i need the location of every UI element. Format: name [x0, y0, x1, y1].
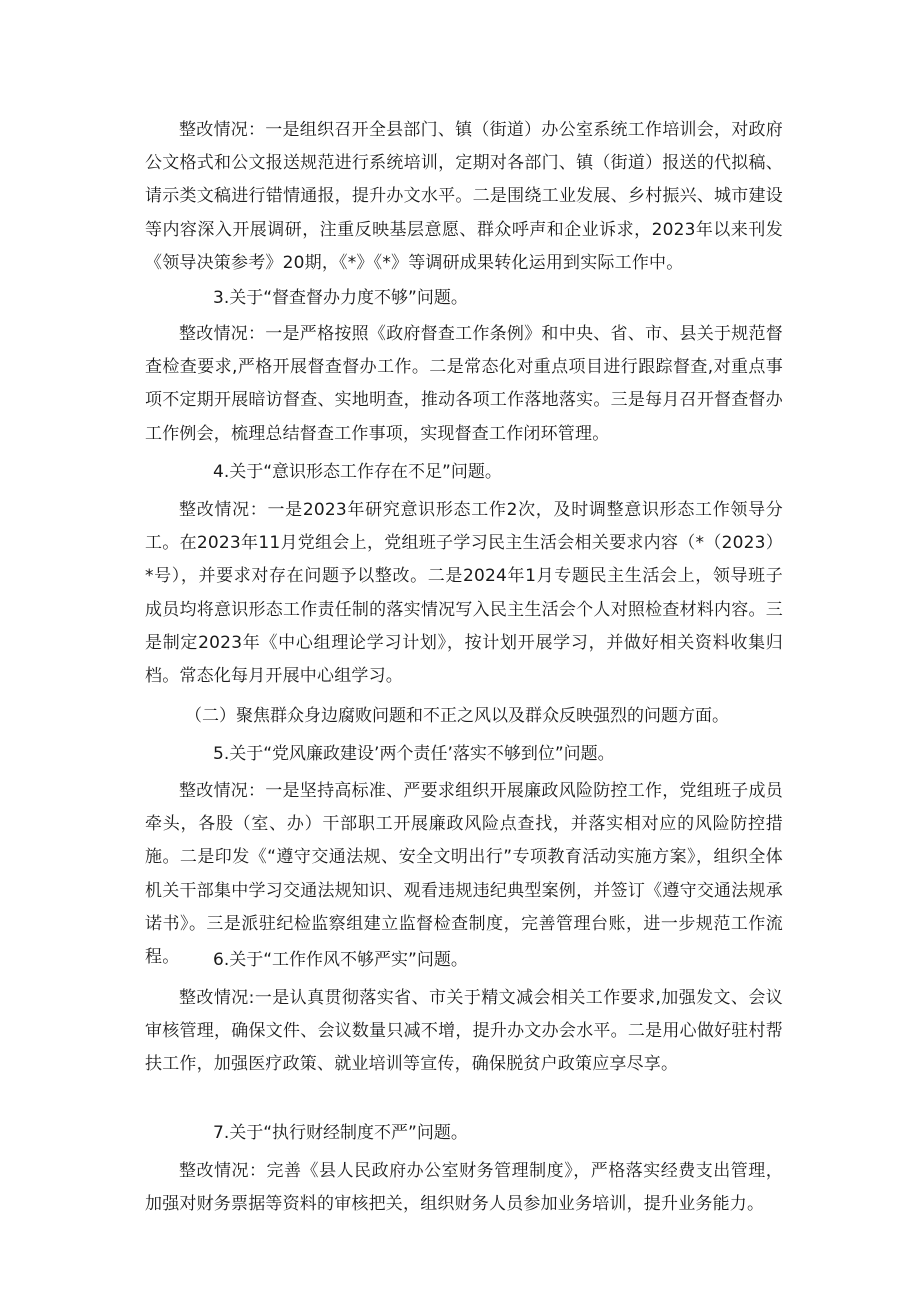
heading-text: .关于“督查督办力度不够”问题。	[223, 288, 468, 308]
paragraph-rectification-4: 整改情况：一是2023年研究意识形态工作2次，及时调整意识形态工作领导分工。在2023年11月党组会上，党组班子学习民主生活会相关要求内容（*（2023）*号），并要求对存在问题予以整改。二是2024年1月专题民主生活会上，领导班子成员均将意识形态工作责任制的落实情况写入民主生活会个人对照检查材料内容。三是制定2023年《中心组理论学习计划》，按计划开展学习，并做好相关资料收集归档。常态化每月开展中心组学习。	[145, 500, 783, 687]
paragraph-rectification-6: 整改情况:一是认真贯彻落实省、市关于精文减会相关工作要求,加强发文、会议审核管理，确保文件、会议数量只减不增，提升办文办会水平。二是用心做好驻村帮扶工作，加强医疗政策、就业培训等宣传，确保脱贫户政策应享尽享。	[145, 988, 783, 1075]
heading-text: .关于“工作作风不够严实”问题。	[223, 950, 468, 970]
heading-text: .关于“党风廉政建设’两个责任’落实不够到位”问题。	[223, 744, 615, 764]
heading-item-5	[145, 738, 783, 771]
item-number: 6	[213, 950, 224, 970]
paragraph-rectification-3: 整改情况：一是严格按照《政府督查工作条例》和中央、省、市、县关于规范督查检查要求,严格开展督查督办工作。二是常态化对重点项目进行跟踪督查,对重点事项不定期开展暗访督查、实地明查，推动各项工作落地落实。三是每月召开督查督办工作例会，梳理总结督查工作事项，实现督查工作闭环管理。	[145, 324, 783, 444]
item-number: 5	[213, 744, 224, 764]
heading-text: .关于“执行财经制度不严”问题。	[223, 1123, 468, 1143]
paragraph-rectification-5: 整改情况：一是坚持高标准、严要求组织开展廉政风险防控工作，党组班子成员牵头，各股（室、办）干部职工开展廉政风险点查找，并落实相对应的风险防控措施。二是印发《“遵守交通法规、安全文明出行”专项教育活动实施方案》，组织全体机关干部集中学习交通法规知识、观看违规违纪典型案例，并签订《遵守交通法规承诺书》。三是派驻纪检监察组建立监督检查制度，完善管理台账，进一步规范工作流程。	[145, 781, 783, 968]
section-heading-2: （二）聚焦群众身边腐败问题和不正之风以及群众反映强烈的问题方面。	[185, 706, 729, 726]
item-number: 3	[213, 288, 224, 308]
heading-text: .关于“意识形态工作存在不足”问题。	[223, 462, 502, 482]
heading-item-6	[145, 944, 783, 977]
paragraph-rectification-7: 整改情况：完善《县人民政府办公室财务管理制度》，严格落实经费支出管理，加强对财务票据等资料的审核把关，组织财务人员参加业务培训，提升业务能力。	[145, 1161, 783, 1215]
paragraph-rectification-1: 整改情况：一是组织召开全县部门、镇（街道）办公室系统工作培训会，对政府公文格式和公文报送规范进行系统培训，定期对各部门、镇（街道）报送的代拟稿、请示类文稿进行错情通报，提升办文水平。二是围绕工业发展、乡村振兴、城市建设等内容深入开展调研，注重反映基层意愿、群众呼声和企业诉求，2023年以来刊发《领导决策参考》20期，《*》《*》等调研成果转化运用到实际工作中。	[145, 120, 783, 273]
heading-item-4	[145, 456, 783, 489]
heading-item-7	[145, 1117, 783, 1150]
heading-item-3	[145, 282, 783, 315]
item-number: 4	[213, 462, 224, 482]
item-number: 7	[213, 1123, 224, 1143]
